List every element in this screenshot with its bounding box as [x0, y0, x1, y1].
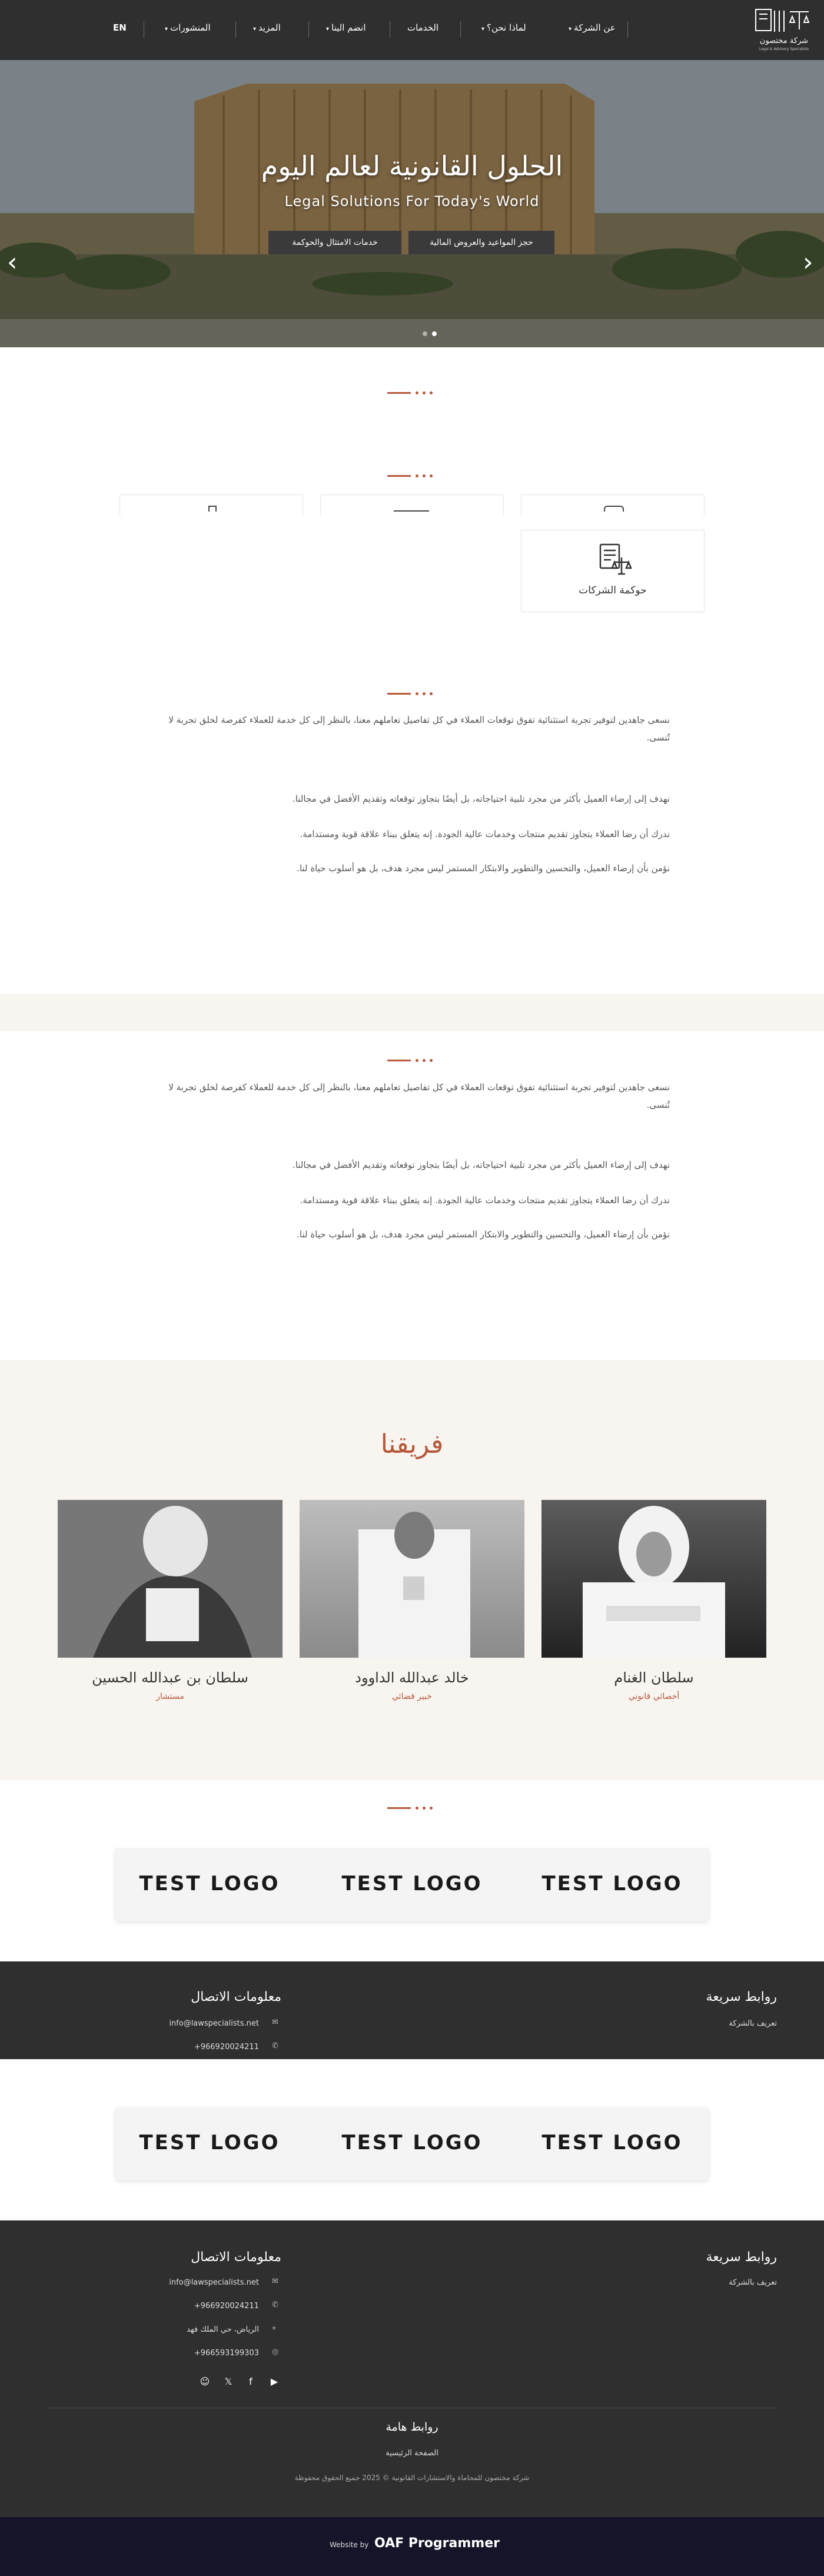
client-logos-carousel [115, 1848, 709, 1921]
nav-label: المزيد [258, 22, 281, 33]
language-switch[interactable]: EN [113, 22, 127, 33]
youtube-icon[interactable]: ▶ [270, 2376, 278, 2387]
document-scales-icon [594, 540, 632, 577]
nav-label: المنشورات [170, 22, 211, 33]
mail-icon: ✉ [272, 2018, 278, 2027]
footer-contact-title: معلومات الاتصال [191, 2250, 281, 2265]
person-photo [541, 1500, 766, 1658]
team-photo[interactable] [58, 1500, 283, 1658]
mail-icon: ✉ [272, 2277, 278, 2286]
service-icon [394, 510, 429, 512]
nav-divider [235, 21, 236, 38]
service-card-label: حوكمة الشركات [579, 585, 647, 596]
service-card[interactable] [119, 494, 303, 516]
team-photo[interactable] [300, 1500, 524, 1658]
footer-whatsapp[interactable]: +966593199303 [194, 2349, 259, 2358]
about-paragraph: ندرك أن رضا العملاء يتجاوز تقديم منتجات وخدمات عالية الجودة. إنه يتعلق ببناء علاقة قوية ومستدامة. [300, 829, 670, 839]
chevron-down-icon: ▾ [481, 26, 485, 32]
footer-email[interactable]: info@lawspecialists.net [169, 2019, 259, 2028]
section-divider [387, 1058, 437, 1062]
client-logo[interactable]: TEST LOGO [341, 1872, 483, 1896]
chevron-down-icon: ▾ [569, 26, 572, 32]
service-card[interactable] [320, 494, 504, 516]
slider-next-arrow[interactable]: › [803, 247, 813, 277]
nav-divider [308, 21, 309, 38]
about-paragraph: نهدف إلى إرضاء العميل بأكثر من مجرد تلبية احتياجاته، بل أيضًا بتجاوز توقعاته وتقديم الأفضل في مجالنا. [292, 1160, 670, 1170]
site-header [0, 0, 824, 60]
client-logo[interactable]: TEST LOGO [541, 2131, 683, 2155]
service-card[interactable] [521, 494, 705, 516]
facebook-icon[interactable]: f [249, 2376, 252, 2387]
team-member-role: مستشار [156, 1692, 184, 1701]
team-member-name: سلطان الغنام [614, 1669, 694, 1686]
nav-label: انضم الينا [331, 22, 366, 33]
logo-text: شركة مختصون [759, 36, 809, 45]
team-title: فريقنا [380, 1429, 444, 1459]
phone-icon: ✆ [272, 2041, 278, 2050]
team-member-name: سلطان بن عبدالله الحسين [92, 1669, 248, 1686]
nav-label: عن الشركة [574, 22, 616, 33]
whatsapp-icon: ◎ [272, 2348, 279, 2356]
hero-subtitle: Legal Solutions For Today's World [284, 193, 540, 210]
credit-brand[interactable]: OAF Programmer [374, 2536, 500, 2551]
footer-important-link[interactable]: الصفحة الرئيسية [386, 2449, 438, 2458]
site-footer [0, 1961, 824, 2059]
section-divider [387, 391, 437, 394]
client-logo[interactable]: TEST LOGO [541, 1872, 683, 1896]
about-intro: نسعى جاهدين لتوفير تجربة استثنائية تفوق توقعات العملاء في كل تفاصيل تعاملهم معنا، بالنظر إلى كل خدمة للعملاء كفرصة لخلق تجربة لا تُنسى. [168, 1082, 670, 1110]
about-intro: نسعى جاهدين لتوفير تجربة استثنائية تفوق توقعات العملاء في كل تفاصيل تعاملهم معنا، بالنظر إلى كل خدمة للعملاء كفرصة لخلق تجربة لا تُنسى. [168, 715, 670, 743]
chevron-down-icon: ▾ [253, 26, 257, 32]
footer-quick-link[interactable]: تعريف بالشركة [729, 2019, 777, 2028]
nav-item-more[interactable] [253, 22, 281, 33]
section-separator-band [0, 994, 824, 1031]
person-photo [58, 1500, 283, 1658]
nav-label: الخدمات [407, 22, 439, 33]
client-logo[interactable]: TEST LOGO [139, 2131, 280, 2155]
credit-prefix: Website by [330, 2541, 369, 2549]
site-footer [0, 2220, 824, 2517]
team-member-role: أخصائي قانوني [628, 1692, 680, 1701]
nav-divider [460, 21, 461, 38]
hero-button-appointments[interactable]: حجز المواعيد والعروض المالية [408, 231, 554, 254]
section-divider [387, 474, 437, 477]
about-paragraph: ندرك أن رضا العملاء يتجاوز تقديم منتجات وخدمات عالية الجودة. إنه يتعلق ببناء علاقة قوية ومستدامة. [300, 1195, 670, 1206]
nav-label: لماذا نحن؟ [487, 22, 526, 33]
location-pin-icon: ⌖ [272, 2324, 277, 2333]
nav-item-why-us[interactable] [481, 22, 526, 33]
nav-item-about[interactable] [569, 22, 616, 33]
client-logos-carousel [115, 2107, 709, 2180]
logo-subtext: Legal & Advisory Specialists [759, 47, 809, 51]
about-paragraph: نهدف إلى إرضاء العميل بأكثر من مجرد تلبية احتياجاته، بل أيضًا بتجاوز توقعاته وتقديم الأفضل في مجالنا. [292, 794, 670, 804]
chevron-down-icon: ▾ [165, 26, 168, 32]
footer-contact-title: معلومات الاتصال [191, 1990, 281, 2004]
team-member-role: خبير قضائي [392, 1692, 432, 1701]
section-divider [387, 692, 437, 695]
phone-icon: ✆ [272, 2301, 278, 2309]
client-logo[interactable]: TEST LOGO [139, 1872, 280, 1896]
service-icon [604, 506, 624, 512]
snapchat-icon[interactable]: ☺ [200, 2376, 210, 2387]
nav-item-join-us[interactable] [326, 22, 366, 33]
footer-important-links-title: روابط هامة [386, 2421, 438, 2434]
nav-item-publications[interactable] [165, 22, 211, 33]
hero-title: الحلول القانونية لعالم اليوم [261, 150, 563, 182]
site-logo[interactable] [753, 6, 815, 53]
client-logo[interactable]: TEST LOGO [341, 2131, 483, 2155]
nav-divider [627, 21, 628, 38]
footer-quick-link[interactable]: تعريف بالشركة [729, 2278, 777, 2287]
about-paragraph: نؤمن بأن إرضاء العميل، والتحسين والتطوير والابتكار المستمر ليس مجرد هدف، بل هو أسلوب حياة لنا. [297, 1229, 670, 1240]
footer-address: الرياض، حي الملك فهد [187, 2325, 259, 2334]
footer-email[interactable]: info@lawspecialists.net [169, 2278, 259, 2287]
footer-quick-links-title: روابط سريعة [706, 2250, 777, 2265]
footer-phone[interactable]: +966920024211 [194, 2043, 259, 2051]
chevron-down-icon: ▾ [326, 26, 330, 32]
service-card-corporate-governance[interactable] [521, 530, 705, 612]
logo-mark-icon [753, 6, 815, 36]
section-divider [387, 1806, 437, 1810]
footer-quick-links-title: روابط سريعة [706, 1990, 777, 2004]
slider-prev-arrow[interactable]: ‹ [7, 247, 18, 277]
x-twitter-icon[interactable]: 𝕏 [224, 2376, 232, 2387]
team-member-name: خالد عبدالله الداوود [355, 1669, 469, 1686]
slider-dot[interactable] [423, 331, 427, 336]
footer-copyright: شركة مختصون للمحاماة والاستشارات القانونية © 2025 جميع الحقوق محفوظة [294, 2474, 530, 2482]
slider-dot-active[interactable] [432, 331, 437, 336]
service-icon [208, 506, 217, 512]
hero-button-compliance[interactable]: خدمات الامتثال والحوكمة [268, 231, 401, 254]
about-paragraph: نؤمن بأن إرضاء العميل، والتحسين والتطوير والابتكار المستمر ليس مجرد هدف، بل هو أسلوب حياة لنا. [297, 863, 670, 874]
footer-phone[interactable]: +966920024211 [194, 2302, 259, 2311]
nav-item-services[interactable] [407, 22, 438, 33]
person-photo [300, 1500, 524, 1658]
team-photo[interactable] [541, 1500, 766, 1658]
